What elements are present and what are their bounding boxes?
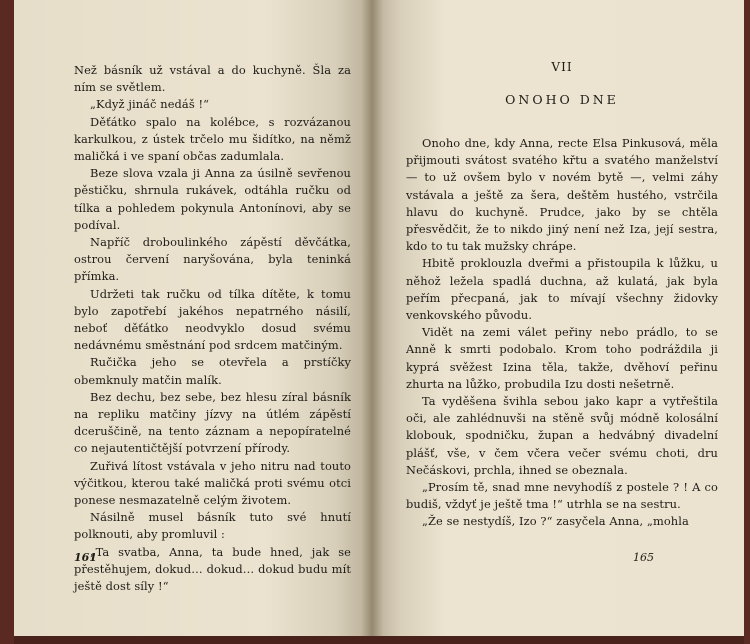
paragraph: Hbitě proklouzla dveřmi a přistoupila k lůžku, u něhož ležela spadlá duchna, až kulatá, jak byla peřím přecpaná, jak to mívají všechny židovky venkovského původu. bbox=[406, 256, 718, 323]
left-page bbox=[14, 0, 371, 636]
book-gutter bbox=[361, 0, 383, 636]
paragraph: Udržeti tak ručku od tílka dítěte, k tomu bylo zapotřebí jakéhos nepatrného násilí, neboť děťátko neodvyklo dosud svému nedávnému směstnání pod srdcem matčiným. bbox=[74, 286, 351, 353]
paragraph: Násilně musel básník tuto své hnutí polknouti, aby promluvil : bbox=[74, 510, 351, 542]
right-page bbox=[371, 0, 744, 636]
page-number-left: 161 bbox=[74, 551, 97, 564]
paragraph: Beze slova vzala ji Anna za úsilně sevřenou pěstičku, shrnula rukávek, odtáhla ručku od tílka a pohledem pokynula Antonínovi, aby se podíval. bbox=[74, 166, 351, 232]
paragraph: „Prosím tě, snad mne nevyhodíš z postele ? ! A co budiš, vždyť je ještě tma !“ utrhla se na sestru. bbox=[406, 480, 718, 512]
open-book bbox=[14, 0, 744, 636]
chapter-title: ONOHO DNE bbox=[505, 92, 619, 107]
paragraph: Ručička jeho se otevřela a prstíčky obemknuly matčin malík. bbox=[74, 355, 351, 387]
paragraph: Děťátko spalo na kolébce, s rozvázanou karkulkou, z ústek trčelo mu šidítko, na němž maličká i ve spaní občas zadumlala. bbox=[74, 114, 351, 164]
paragraph: Vidět na zemi válet peřiny nebo prádlo, to se Anně k smrti podobalo. Krom toho podráždila ji kyprá svěžest Izina těla, takže, dvěhoví peřinu zhurta na lůžko, probudila Izu dosti nešetrně. bbox=[406, 325, 718, 391]
paragraph: „Když jináč nedáš !“ bbox=[90, 97, 210, 112]
paragraph: „Že se nestydíš, Izo ?“ zasyčela Anna, „mohla bbox=[422, 514, 689, 529]
book-cover-edge bbox=[14, 636, 744, 644]
paragraph: „Ta svatba, Anna, ta bude hned, jak se přestěhujem, dokud… dokud… dokud budu mít ještě dost síly !“ bbox=[74, 544, 351, 594]
page-number-right: 165 bbox=[633, 551, 654, 564]
paragraph: Napříč droboulinkého zápěstí děvčátka, ostrou červení naryšována, byla teninká přímka. bbox=[74, 235, 351, 284]
paragraph: Než básník už vstával a do kuchyně. Šla za ním se světlem. bbox=[74, 63, 351, 95]
chapter-number: VII bbox=[551, 60, 573, 74]
paragraph: Onoho dne, kdy Anna, recte Elsa Pinkusová, měla přijmouti svátost svatého křtu a svatého manželství — to už ovšem bylo v novém bytě —, velmi záhy vstávala a ještě za šera, deštěm hustého, vstrčila hlavu do kuchyně. Prudce, jako by se chtěla přesvědčit, že to nikdo jiný není než Iza, její sestra, kdo to tu tak mužsky chrápe. bbox=[406, 136, 718, 254]
paragraph: Ta vyděšena švihla sebou jako kapr a vytřeštila oči, ale zahlédnuvši na stěně svůj módně kolosální klobouk, spodničku, župan a hedvábný divadelní plášť, vše, v čem včera večer svému choti, dru Nečáskovi, prchla, ihned se obeznala. bbox=[406, 394, 718, 477]
paragraph: Zuřivá lítost vstávala v jeho nitru nad touto výčitkou, kterou také maličká proti svému otci ponese nesmazatelně celým životem. bbox=[74, 458, 351, 508]
paragraph: Bez dechu, bez sebe, bez hlesu zíral básník na repliku matčiny jízvy na útlém zápěstí dceruščině, na tento záznam a nepopíratelné co nejautentičtější potvrzení přírody. bbox=[74, 389, 351, 456]
